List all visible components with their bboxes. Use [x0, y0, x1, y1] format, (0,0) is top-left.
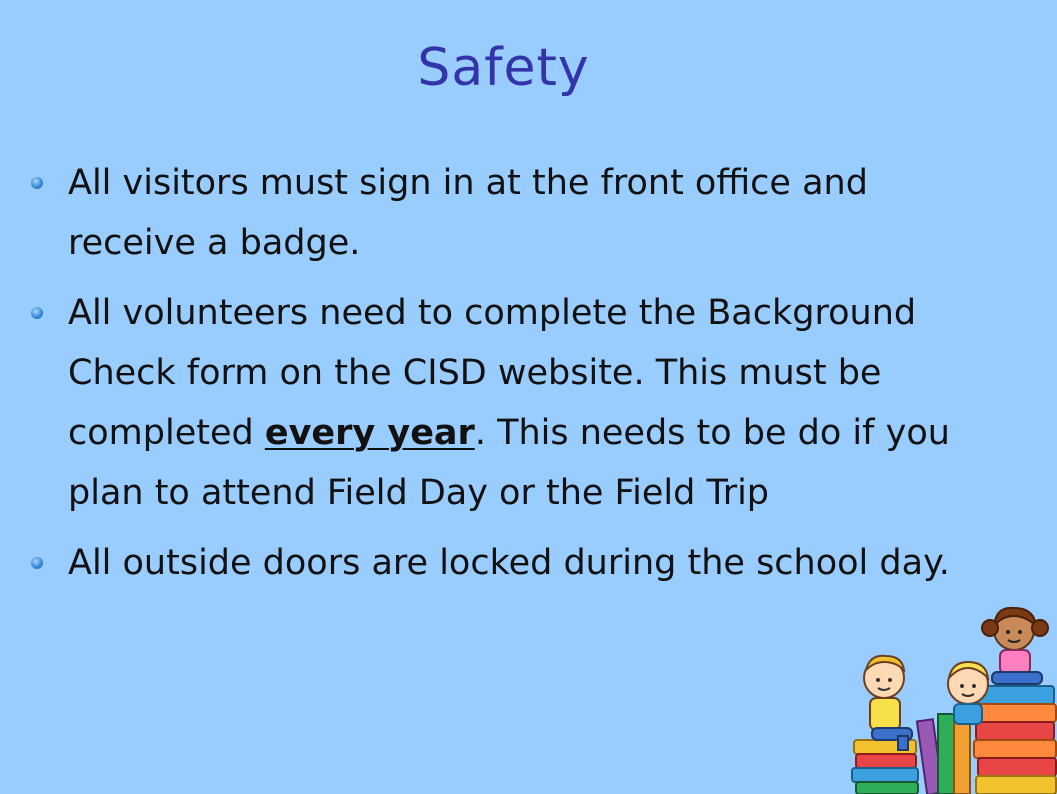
boy-left-figure: [864, 656, 912, 750]
bullet-text: All outside doors are locked during the school day.: [68, 543, 950, 583]
bullet-text-part2: . This needs to be do if you plan to attend Field Day or the Field Trip: [68, 413, 950, 513]
girl-right-figure: [982, 608, 1048, 684]
bullet-item-visitors: [30, 153, 990, 273]
bullet-item-volunteers: [30, 283, 990, 523]
boy-middle-figure: [948, 662, 988, 724]
slide-title: Safety: [417, 38, 590, 98]
bullet-dot-icon: [31, 557, 43, 569]
bullet-text: All visitors must sign in at the front office and receive a badge.: [68, 163, 868, 263]
emphasis-every-year: every year: [264, 413, 475, 453]
bullet-dot-icon: [31, 307, 43, 319]
bullet-item-doors: [30, 533, 990, 593]
book-stack-right: [974, 686, 1056, 794]
upright-books: [917, 714, 970, 794]
children-on-books-clipart: [850, 600, 1057, 794]
bullet-text-part1: All volunteers need to complete the Background Check form on the CISD website. This must be completed: [68, 293, 917, 453]
bullet-dot-icon: [31, 177, 43, 189]
bullet-list: [30, 153, 990, 603]
